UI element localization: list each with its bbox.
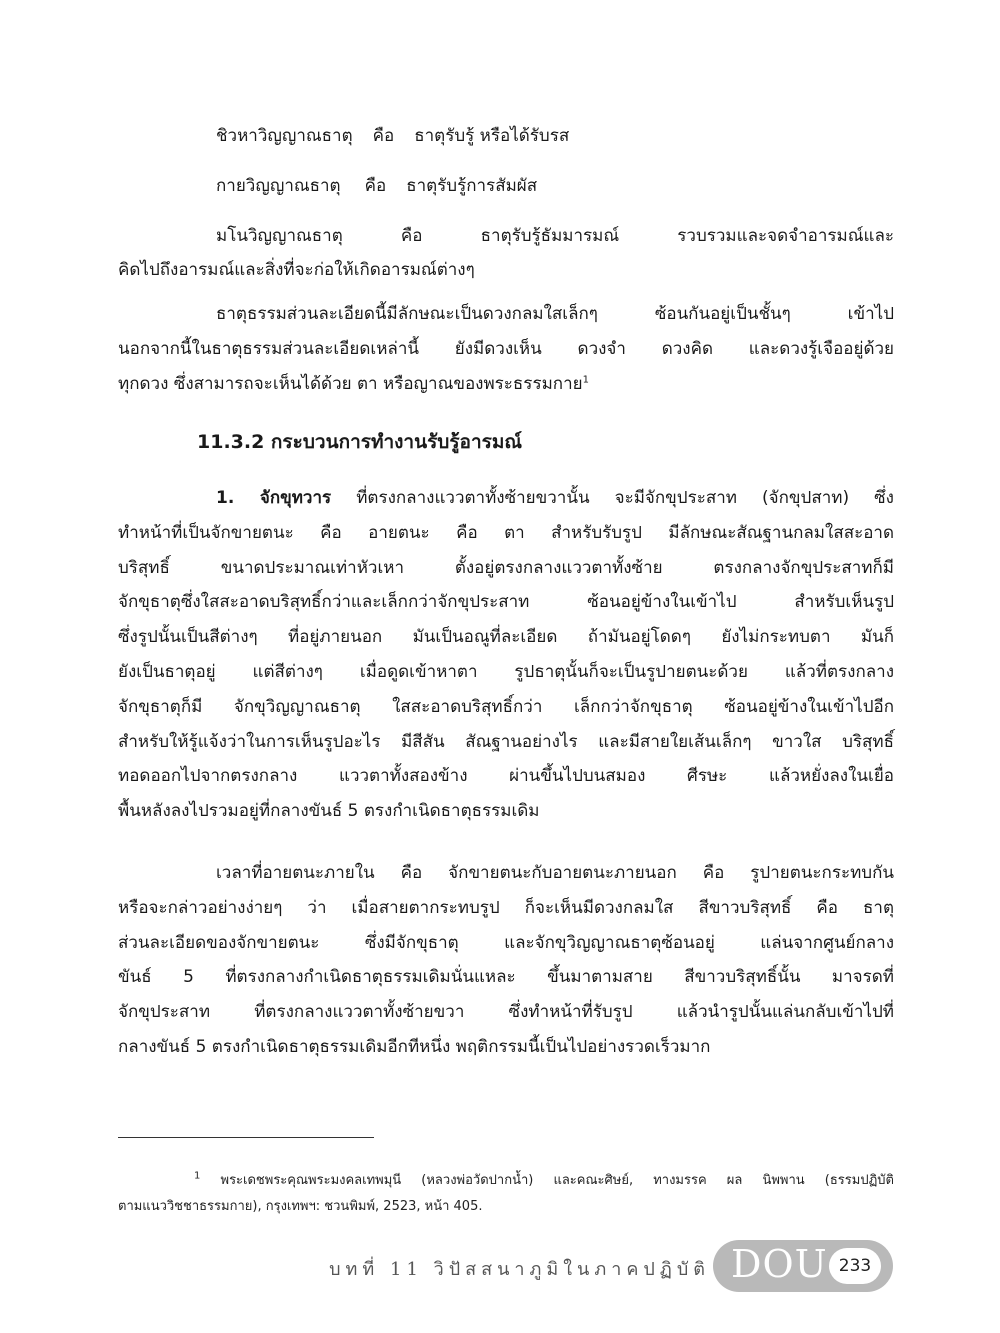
definition-term: ชิวหาวิญญาณธาตุ	[216, 126, 353, 146]
page-footer	[0, 1230, 1000, 1300]
footnote-line: ตามแนววิชชาธรรมกาย), กรุงเทพฯ: ชวนพิมพ์, 2523, หน้า 405.	[118, 1199, 483, 1214]
definition-kaya	[118, 169, 894, 204]
definition-sep: คือ	[364, 175, 387, 196]
definition-term: กายวิญญาณธาตุ	[216, 175, 341, 196]
paragraph-line-last	[118, 367, 894, 402]
paragraph-line: ส่วนละเอียดของจักขายตนะ ซึ่งมีจักขุธาตุ และจักขุวิญญาณธาตุซ้อนอยู่ แล่นจากศูนย์กลาง	[118, 932, 894, 953]
paragraph-line: จักขุธาตุก็มี จักขุวิญญาณธาตุ ใสสะอาดบริสุทธิ์กว่า เล็กกว่าจักขุธาตุ ซ้อนอยู่ข้างในเข้าไปอีก	[118, 696, 894, 717]
dou-logo: DOU	[731, 1242, 828, 1286]
definition-mano-line2: คิดไปถึงอารมณ์และสิ่งที่จะก่อให้เกิดอารมณ์ต่างๆ	[118, 260, 475, 281]
paragraph-text: ทุกดวง ซึ่งสามารถจะเห็นได้ด้วย ตา หรือญาณของพระธรรมกาย	[118, 373, 583, 394]
definition-term: มโนวิญญาณธาตุ	[216, 225, 343, 246]
paragraph-line: เวลาที่อายตนะภายใน คือ จักขายตนะกับอายตนะภายนอก คือ รูปายตนะกระทบกัน	[216, 863, 894, 883]
paragraph-line: ทำหน้าที่เป็นจักขายตนะ คือ อายตนะ คือ ตา สำหรับรับรูป มีลักษณะสัณฐานกลมใสสะอาด	[118, 522, 894, 543]
paragraph-line: ขันธ์ 5 ที่ตรงกลางกำเนิดธาตุธรรมเดิมนั่นแหละ ขึ้นมาตามสาย สีขาวบริสุทธิ์นั้น มาจรดที่	[118, 967, 894, 988]
page-number: 233	[838, 1256, 872, 1276]
definition-mano	[118, 219, 894, 254]
paragraph-contact	[118, 856, 894, 1065]
definition-desc: ธาตุรับรู้การสัมผัส	[406, 175, 538, 196]
definition-sep: คือ	[400, 225, 423, 246]
definition-desc: ธาตุรับรู้ธัมมารมณ์ รวบรวมและจดจำอารมณ์และ	[480, 225, 895, 246]
paragraph-subtle-elements	[118, 297, 894, 401]
footnote-divider	[118, 1137, 374, 1138]
footnote-number: 1	[194, 1170, 201, 1182]
item-label: 1. จักขุทวาร	[216, 488, 332, 508]
paragraph-line: ทอดออกไปจากตรงกลาง แววตาทั้งสองข้าง ผ่านขึ้นไปบนสมอง ศีรษะ แล้วหยั่งลงในเยื่อ	[118, 766, 894, 787]
paragraph-text: ที่ตรงกลางแววตาทั้งซ้ายขวานั้น จะมีจักขุประสาท (จักขุปสาท) ซึ่ง	[331, 488, 894, 508]
paragraph-line-last: พื้นหลังลงไปรวมอยู่ที่กลางขันธ์ 5 ตรงกำเนิดธาตุธรรมเดิม	[118, 801, 540, 822]
paragraph-line: สำหรับให้รู้แจ้งว่าในการเห็นรูปอะไร มีสีสัน สัณฐานอย่างไร และมีสายใยเส้นเล็กๆ ขาวใส บริสุทธิ์	[118, 731, 894, 752]
section-heading: 11.3.2 กระบวนการทำงานรับรู้อารมณ์	[197, 431, 522, 453]
paragraph-line: ซึ่งรูปนั้นเป็นสีต่างๆ ที่อยู่ภายนอก มันเป็นอณูที่ละเอียด ถ้ามันอยู่โดดๆ ยังไม่กระทบตา มันก็	[118, 627, 894, 648]
footnote	[118, 1168, 894, 1220]
definition-desc: ธาตุรับรู้ หรือได้รับรส	[414, 126, 570, 146]
paragraph-line: บริสุทธิ์ ขนาดประมาณเท่าหัวเหา ตั้งอยู่ตรงกลางแววตาทั้งซ้าย ตรงกลางจักขุประสาทก็มี	[118, 557, 894, 578]
definition-chivha	[118, 119, 894, 154]
paragraph-line: นอกจากนี้ในธาตุธรรมส่วนละเอียดเหล่านี้ ยังมีดวงเห็น ดวงจำ ดวงคิด และดวงรู้เจืออยู่ด้วย	[118, 338, 894, 359]
paragraph-line: หรือจะกล่าวอย่างง่ายๆ ว่า เมื่อสายตากระทบรูป ก็จะเห็นมีดวงกลมใส สีขาวบริสุทธิ์ คือ ธาตุ	[118, 897, 894, 918]
footnote-line	[118, 1168, 894, 1194]
paragraph-line-last: กลางขันธ์ 5 ตรงกำเนิดธาตุธรรมเดิมอีกทีหนึ่ง พฤติกรรมนี้เป็นไปอย่างรวดเร็วมาก	[118, 1036, 711, 1057]
paragraph-line: ยังเป็นธาตุอยู่ แต่สีต่างๆ เมื่อดูดเข้าหาตา รูปธาตุนั้นก็จะเป็นรูปายตนะด้วย แล้วที่ตรงกลาง	[118, 661, 894, 682]
paragraph-line: จักขุประสาท ที่ตรงกลางแววตาทั้งซ้ายขวา ซึ่งทำหน้าที่รับรูป แล้วนำรูปนั้นแล่นกลับเข้าไปที่	[118, 1002, 894, 1023]
paragraph-line-first	[118, 481, 894, 516]
definitions-block	[118, 119, 894, 288]
footnote-reference[interactable]: 1	[582, 373, 589, 385]
footnote-text: พระเดชพระคุณพระมงคลเทพมุนี (หลวงพ่อวัดปากน้ำ) และคณะศิษย์, ทางมรรค ผล นิพพาน (ธรรมปฏิบัติ	[220, 1173, 894, 1188]
chapter-title: บทที่ 11 วิปัสสนาภูมิในภาคปฏิบัติ	[329, 1259, 710, 1280]
paragraph-line: ธาตุธรรมส่วนละเอียดนี้มีลักษณะเป็นดวงกลมใสเล็กๆ ซ้อนกันอยู่เป็นชั้นๆ เข้าไป	[216, 304, 894, 324]
definition-sep: คือ	[372, 126, 395, 146]
paragraph-line: จักขุธาตุซึ่งใสสะอาดบริสุทธิ์กว่าและเล็กกว่าจักขุประสาท ซ้อนอยู่ข้างในเข้าไป สำหรับเห็นรูป	[118, 592, 894, 613]
paragraph-item-1	[118, 481, 894, 829]
